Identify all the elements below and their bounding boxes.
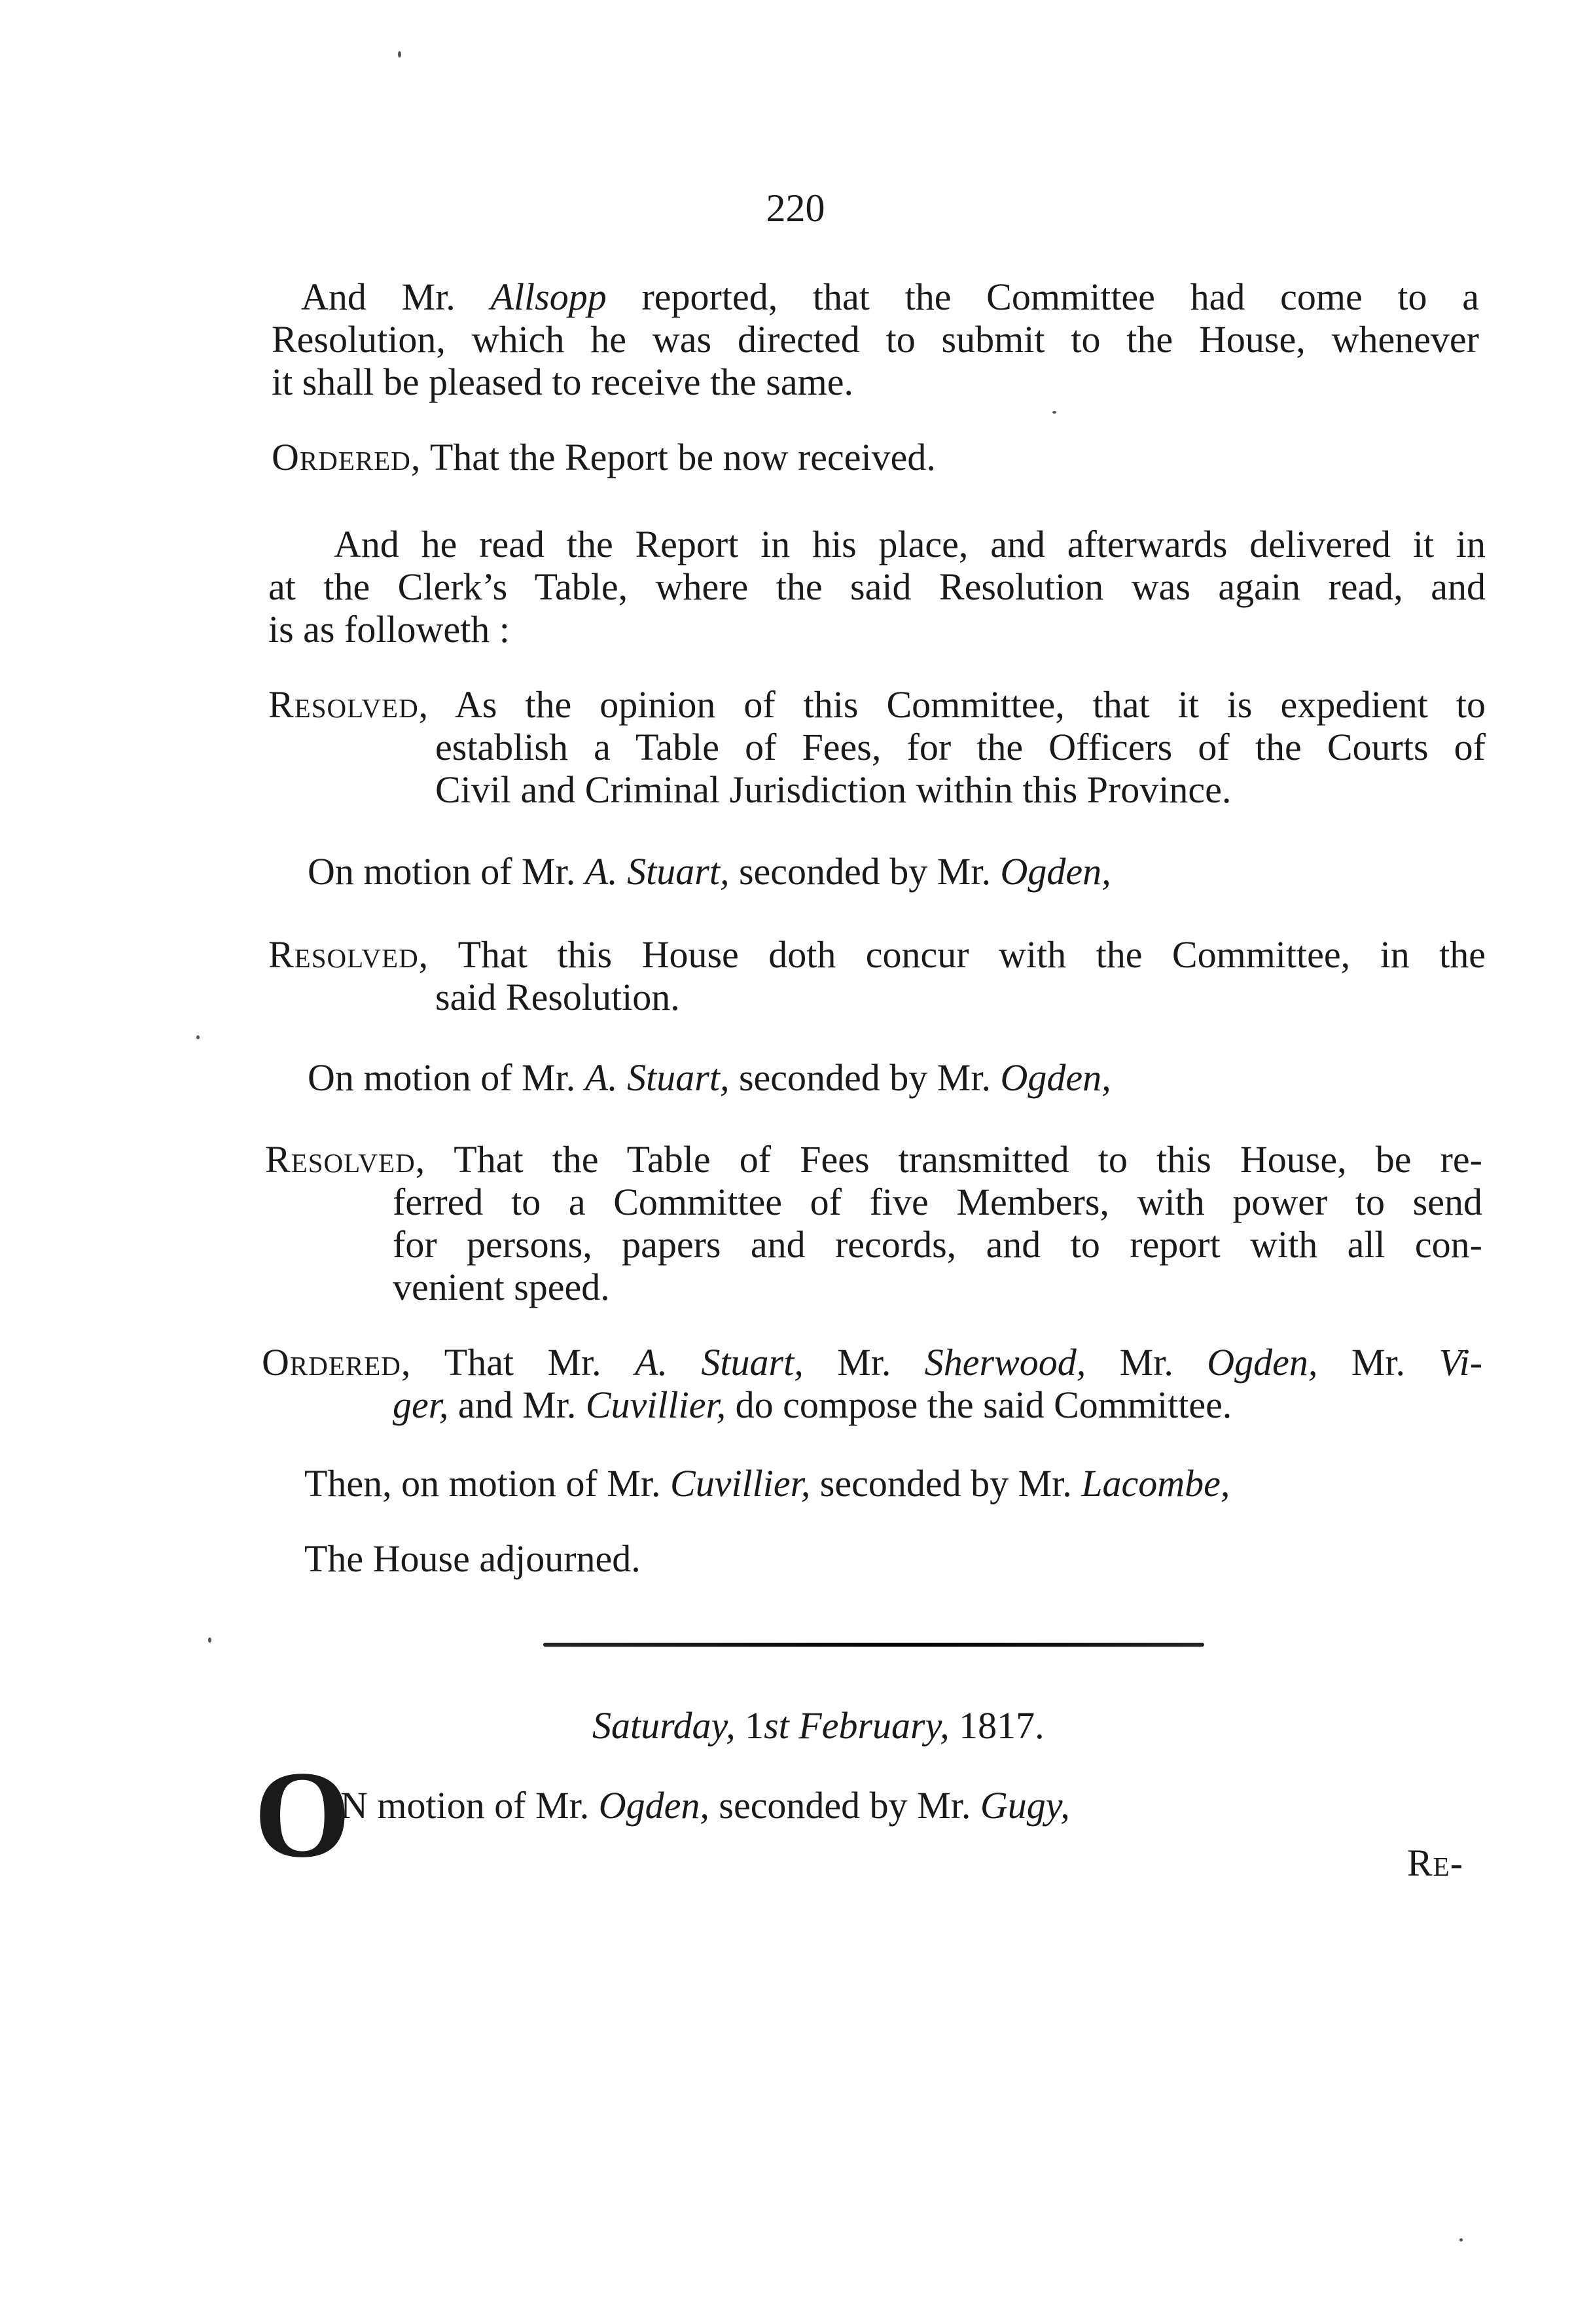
text-segment: Resolution, which he was directed to submit to the House, whenever (272, 318, 1479, 361)
text-segment: And he read the Report in his place, and afterwards delivered it in (334, 523, 1486, 565)
italic-name: A. Stuart, (584, 1056, 730, 1099)
text-line (393, 1223, 1482, 1266)
small-caps-word: Resolved, (265, 1138, 426, 1181)
text-segment: On motion of Mr. (308, 1056, 585, 1099)
text-segment: seconded by Mr. (729, 1056, 1001, 1099)
text-segment (789, 1704, 799, 1747)
italic-name: Saturday, (592, 1704, 736, 1747)
page-number: 220 (766, 187, 825, 230)
text-segment: That the Table of Fees transmitted to this House, be re- (425, 1138, 1482, 1181)
paper-speck (398, 51, 401, 58)
text-line (304, 1462, 1230, 1505)
paper-speck (196, 1035, 200, 1039)
text-segment: seconded by Mr. (709, 1784, 980, 1827)
text-segment: Then, on motion of Mr. (304, 1462, 671, 1505)
italic-name: Ogden, (598, 1784, 709, 1827)
text-segment: Mr. (1317, 1341, 1439, 1384)
italic-name: A. Stuart, (635, 1341, 804, 1384)
italic-name: Ogden, (1000, 850, 1111, 893)
text-segment: establish a Table of Fees, for the Officers of the Courts of (435, 726, 1486, 768)
italic-name: Allsopp (490, 276, 607, 318)
italic-name: Lacombe, (1081, 1462, 1230, 1505)
text-segment: seconded by Mr. (729, 850, 1001, 893)
italic-name: Ogden, (1207, 1341, 1318, 1384)
text-segment: do compose the said Committee. (726, 1384, 1232, 1426)
text-segment: The House adjourned. (304, 1537, 641, 1580)
small-caps-word: Resolved, (268, 933, 429, 976)
text-segment: it shall be pleased to receive the same. (272, 361, 853, 403)
italic-name: ger, (393, 1384, 449, 1426)
text-line (308, 1056, 1111, 1099)
italic-name: Vi- (1439, 1341, 1483, 1384)
small-caps-word: Ordered, (262, 1341, 412, 1384)
text-segment: On motion of Mr. (308, 850, 585, 893)
text-segment: reported, that the Committee had come to a (606, 276, 1479, 318)
text-segment: venient speed. (393, 1266, 610, 1308)
italic-name: st (764, 1704, 789, 1747)
italic-name: Cuvillier, (670, 1462, 811, 1505)
text-line (301, 278, 1479, 316)
text-segment: 1 (735, 1704, 764, 1747)
paper-speck (208, 1637, 211, 1643)
text-line (304, 1537, 641, 1580)
text-line (268, 608, 510, 651)
text-line (435, 768, 1232, 811)
text-line (268, 933, 1486, 976)
text-line (268, 683, 1486, 726)
paper-speck (1459, 2238, 1463, 2242)
text-segment: And Mr. (301, 276, 491, 318)
italic-name: Ogden, (1000, 1056, 1111, 1099)
catchword (1407, 1844, 1463, 1882)
text-line (272, 363, 853, 401)
text-segment: Civil and Criminal Jurisdiction within this Province. (435, 768, 1232, 811)
text-line (340, 1784, 1070, 1827)
italic-name: Sherwood, (924, 1341, 1086, 1384)
italic-name: A. Stuart, (584, 850, 730, 893)
drop-cap: O (254, 1746, 351, 1884)
text-line (272, 438, 936, 476)
italic-name: February, (798, 1704, 950, 1747)
text-segment: is as followeth : (268, 608, 510, 651)
italic-name: Cuvillier, (585, 1384, 726, 1426)
text-line (393, 1183, 1482, 1221)
paper-speck (1052, 411, 1056, 414)
text-segment: That this House doth concur with the Committee, in the (429, 933, 1486, 976)
text-segment: at the Clerk’s Table, where the said Resolution was again read, and (268, 565, 1486, 608)
italic-name: Gugy, (980, 1784, 1070, 1827)
text-line (393, 1268, 610, 1306)
text-segment: That the Report be now received. (421, 436, 936, 478)
small-caps-word: Re- (1407, 1842, 1464, 1884)
text-line (435, 978, 680, 1016)
text-segment: As the opinion of this Committee, that it is expedient to (429, 683, 1486, 726)
section-divider (543, 1643, 1204, 1647)
small-caps-word: Ordered, (272, 436, 421, 478)
text-segment: for persons, papers and records, and to report with all con- (393, 1223, 1482, 1266)
text-line (308, 850, 1111, 893)
text-line (262, 1341, 1483, 1384)
text-line (393, 1386, 1232, 1424)
small-caps-word: Resolved, (268, 683, 429, 726)
text-line (268, 565, 1486, 608)
text-line (435, 728, 1486, 766)
text-segment: 1817. (949, 1704, 1045, 1747)
text-segment: and Mr. (448, 1384, 586, 1426)
text-line (272, 318, 1479, 361)
text-line (265, 1138, 1482, 1181)
text-segment: Mr. (1086, 1341, 1207, 1384)
text-segment: N motion of Mr. (340, 1784, 599, 1827)
text-segment: said Resolution. (435, 976, 680, 1018)
text-line (334, 523, 1486, 565)
text-segment: seconded by Mr. (810, 1462, 1082, 1505)
date-heading (592, 1704, 1045, 1747)
text-segment: ferred to a Committee of five Members, with power to send (393, 1181, 1482, 1223)
text-segment: That Mr. (411, 1341, 635, 1384)
text-segment: Mr. (803, 1341, 925, 1384)
